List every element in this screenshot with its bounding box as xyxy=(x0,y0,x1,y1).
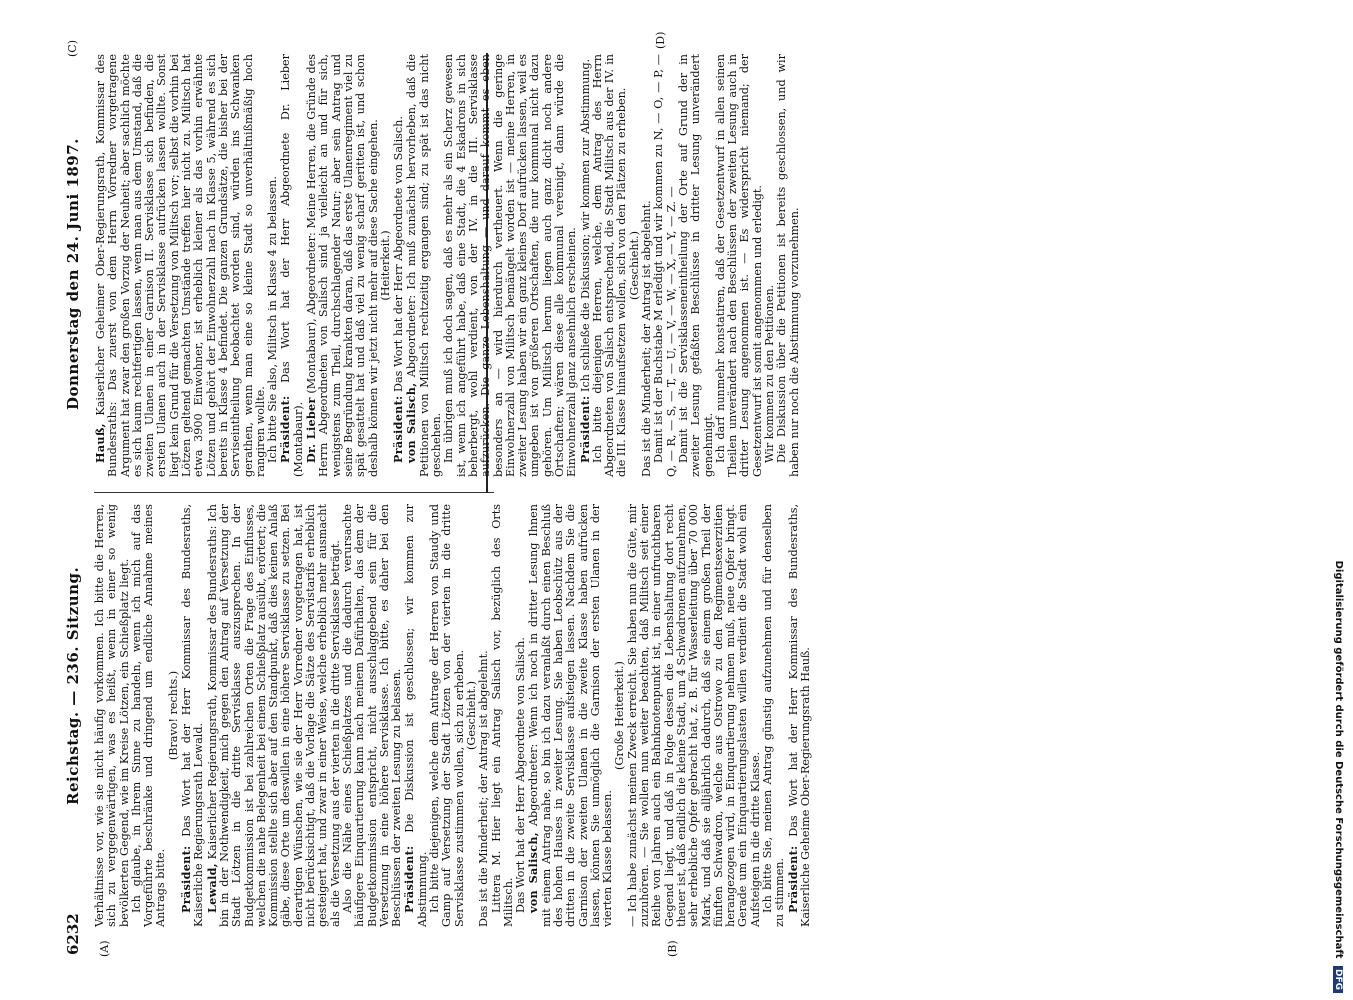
paragraph: Ich darf nunmehr konstatiren, daß der Gesetzentwurf in allen seinen Theilen unverändert nach den Beschlüssen der zweiten Lesung auch in dritter Lesung angenommen ist. — Es widerspricht niemand; der Gesetzentwurf ist somit angenommen und erledigt. xyxy=(713,54,764,477)
speaker-name: Dr. Lieber xyxy=(304,397,319,463)
speaker-name: Präsident: xyxy=(402,845,417,913)
paragraph: Damit ist die Servisklasseneintheilung der Orte auf Grund der in zweiter Lesung gefaßten Beschlüsse in dritter Lesung unverändert genehmigt. xyxy=(676,54,715,477)
page-number: 6232 xyxy=(64,913,82,955)
speaker-name: Präsident: xyxy=(391,395,406,463)
paragraph: Ich bitte Sie, meinen Antrag günstig aufzunehmen und für denselben zu stimmen. xyxy=(761,504,787,927)
paragraph: Lewald, Kaiserlicher Regierungsrath, Kommissar des Bundesraths: Ich bin in der Nothwendigkeit, mich gegen den Antrag auf Versetzung der Stadt Lötzen in die dritte Servisklasse auszusprechen. In der Budgetkommission ist bei zahlreichen Orten die Frage des Einflusses, welchen die nahe Belegenheit bei einem Schießplatz ausübt, erörtert; die Kommission stellte sich aber auf den Standpunkt, daß dies keinen Anlaß gäbe, diese Orte um deswillen in eine höhere Servisklasse zu setzen. Bei derartigen Wünschen, wie sie der Herr Vorredner vorgetragen hat, ist nicht berücksichtigt, daß die Vorlage die Sätze des Servistarifs erheblich gesteigert hat, und zwar in einer Weise, welche erheblich mehr ausmacht als die Versetzung aus der vierten in die dritte Servisklasse beträgt. xyxy=(204,504,342,927)
paragraph: Das ist die Minderheit; der Antrag ist abgelehnt. xyxy=(640,200,654,477)
paragraph: Hauß, Kaiserlicher Geheimer Ober-Regierungsrath, Kommissar des Bundesraths: Das zuerst von dem Herrn Vorredner vorgetragene Argument hat zwar den großen Vorzug der Neuheit; aber sachlich möchte es sich kaum rechtfertigen lassen, wenn man aus dem Umstand, daß die zweiten Ulanen in einer Garnison II. Servisklasse sich befinden, die ersten Ulanen auch in der Servisklasse aufrücken lassen wollte. Sonst liegt kein Grund für die Versetzung von Militsch vor; selbst die vorhin bei Lötzen geltend gemachten Umstände treffen hier nicht zu. Militsch hat etwa 3900 Einwohner, ist erheblich kleiner als das vorhin erwähnte Lötzen und gehört der Einwohnerzahl nach in Klasse 5, während es sich bereits in Klasse 4 befindet. Die ganzen Grundsätze, die bisher bei der Serviseintheilung beobachtet worden sind, würden ins Schwanken gerathen, wenn man eine so kleine Stadt so unverhältnißmäßig hoch rangiren wollte. xyxy=(93,54,267,477)
interjection: (Bravo! rechts.) xyxy=(166,670,180,761)
dfg-logo: DFG xyxy=(1333,966,1343,993)
paragraph: Präsident: Das Wort hat der Herr Abgeordnete von Salisch. xyxy=(391,116,406,463)
margin-marker-d: (D) xyxy=(654,31,667,49)
paragraph: Ich bitte diejenigen Herren, welche, dem Antrag des Herrn Abgeordneten von Salisch entsprechend, die Stadt Militsch aus der IV. in die III. Klasse hinaufsetzen wollen, sich von den Plätzen zu erheben. xyxy=(590,54,629,477)
paragraph: Ich bitte Sie also, Militsch in Klasse 4 zu belassen. xyxy=(266,176,280,463)
speaker-name: Präsident: xyxy=(278,395,293,463)
speaker-name: von Salisch, xyxy=(404,382,419,463)
rotated-document-page xyxy=(54,32,1289,967)
paragraph: Wir kommen zu den Petitionen. xyxy=(763,284,777,463)
interjection: (Heiterkeit.) xyxy=(378,230,392,301)
margin-marker-a: (A) xyxy=(98,940,111,957)
paragraph: Im übrigen muß ich doch sagen, daß es mehr als ein Scherz gewesen ist, wenn ich angeführt habe, daß eine Stadt, die 4 Eskadrons in sich beherbergt, wohl verdient, von der IV. in die III. Servisklasse aufzurücken. Die ganze Lebenshaltung — und darauf kommt es eben besonders an — wird hierdurch vertheuert. Wenn die geringe Einwohnerzahl von Militsch bemängelt worden ist — meine Herren, in zweiter Lesung haben wir ein ganz kleines Dorf aufrücken lassen, weil es umgeben ist von größeren Ortschaften, die nur kommunal nicht dazu gehören. Um Militsch herum liegen auch ganz dicht noch andere Ortschaften; wären diese alle kommunal vereinigt, dann würde die Einwohnerzahl ganz ansehnlich erscheinen. xyxy=(442,54,579,477)
paragraph: von Salisch, Abgeordneter: Wenn ich noch in dritter Lesung Ihnen mit einem Antrag nahe, so bin ich dazu veranlaßt durch einen Beschluß des hohen Hauses in zweiter Lesung. Sie haben Leobschütz aus der dritten in die zweite Servisklasse aufsteigen lassen. Nachdem Sie die Garnison der zweiten Ulanen in die zweite Klasse haben aufrücken lassen, können Sie unmöglich die Garnison der ersten Ulanen in der vierten Klasse belassen. xyxy=(526,503,615,927)
paragraph: Ich bitte diejenigen, welche dem Antrage der Herren von Staudy und Gamp auf Versetzung der Stadt Lötzen von der vierten in die dritte Servisklasse zustimmen wollen, sich zu erheben. xyxy=(428,504,466,927)
left-column xyxy=(94,504,1244,927)
paragraph: Das Wort hat der Herr Abgeordnete von Salisch. xyxy=(514,637,528,913)
paragraph: Verhältnisse vor, wie sie nicht häufig vorkommen. Ich bitte die Herren, sich zu vergegenwärtigen, was es heißt, wenn in einer so wenig bevölkerten Gegend, wie im Kreise Lötzen, ein Schießplatz liegt. xyxy=(93,504,131,927)
session-title: Reichstag. — 236. Sitzung. xyxy=(64,566,82,805)
right-column xyxy=(94,54,1144,477)
paragraph: Präsident: Das Wort hat der Herr Kommissar des Bundesraths, Kaiserliche Regierungsrath Lewald. xyxy=(179,504,206,927)
interjection: (Große Heiterkeit.) xyxy=(613,661,627,770)
paragraph: Damit ist der Buchstabe M erledigt und wir kommen zu N, — O, — P, — Q, — R, — S, — T, — U, — V, — W, — X, — Y, — Z. — xyxy=(652,54,678,477)
paragraph: Präsident: Das Wort hat der Herr Kommissar des Bundesraths, Kaiserliche Geheime Ober-Regierungsrath Hauß. xyxy=(785,504,812,927)
paragraph: Littera M. Hier liegt ein Antrag Salisch vor, bezüglich des Orts Militsch. xyxy=(489,504,515,927)
interjection: (Geschieht.) xyxy=(627,231,641,300)
paragraph: Präsident: Die Diskussion ist geschlossen; wir kommen zur Abstimmung. xyxy=(402,504,429,927)
speaker-name: Präsident: xyxy=(179,845,194,913)
paragraph: Das ist die Minderheit; der Antrag ist abgelehnt. xyxy=(477,650,491,927)
column-divider xyxy=(94,492,494,493)
speaker-name: Hauß, xyxy=(93,423,107,463)
paragraph: von Salisch, Abgeordneter: Ich muß zunächst hervorheben, daß die Petitionen von Militsch rechtzeitig ergangen sind; zu spät ist das nicht geschehen. xyxy=(404,54,444,477)
paragraph: Präsident: Das Wort hat der Herr Abgeordnete Dr. Lieber (Montabaur). xyxy=(278,54,305,477)
paragraph: Die Diskussion über die Petitionen ist bereits geschlossen, und wir haben nur noch die Abstimmung vorzunehmen. xyxy=(775,54,801,477)
margin-marker-b: (B) xyxy=(666,940,679,957)
paragraph: Dr. Lieber (Montabaur), Abgeordneter: Meine Herren, die Gründe des Herrn Abgeordneten von Salisch sind ja vielleicht an und für sich, wenigstens zum Theil, durchschlagender Natur; aber sein Antrag und seine Begründung krankten daran, daß das erste Ulanenregiment viel zu spät gesattelt hat und daß viel zu wenig scharf geritten ist, und schon deshalb können wir jetzt nicht mehr auf diese Sache eingehen. xyxy=(304,54,380,477)
digitization-credit xyxy=(1330,8,1350,993)
paragraph: Präsident: Ich schließe die Diskussion; wir kommen zur Abstimmung. xyxy=(577,58,592,463)
speaker-name: Präsident: xyxy=(785,845,800,913)
paragraph: — Ich habe zunächst meinen Zweck erreicht. Sie haben nun die Güte, mir zuzuhören. — Sie wollen nun weiter beachten, daß Militsch seit einer Reihe von Jahren auch ein Bahnknotenpunkt ist, in einer unfruchtbaren Gegend liegt, und daß in Folge dessen die Lebenshaltung dort recht theuer ist, daß endlich die kleine Stadt, um 4 Schwadronen aufzunehmen, sehr erhebliche Opfer gebracht hat, z. B. für Wasserleitung über 70 000 Mark, und daß sie alljährlich dadurch, daß sie einem großen Theil der fünften Schwadron, welche aus Ostrowo zu den Regimentsexerzitien herangezogen wird, in Einquartierung nehmen muß, neue Opfer bringt. Gerade um ein Einquartierungslasten willen verdient die Stadt wohl ein Aufsteigen in die dritte Klasse. xyxy=(625,504,762,927)
session-date: Donnerstag den 24. Juni 1897. xyxy=(64,138,82,410)
paragraph: Ich glaube, in Ihrem Sinne zu handeln, wenn ich mich auf das Vorgeführte beschränke und dringend um endliche Annahme meines Antrags bitte. xyxy=(129,504,168,927)
speaker-name: Lewald, xyxy=(204,863,219,913)
page-header xyxy=(62,40,86,955)
interjection: (Geschieht.) xyxy=(464,681,478,750)
paragraph: Also die Nähe eines Schießplatzes und die dadurch verursachte häufigere Einquartierung kann nach meinem Dafürhalten, das dem der Budgetkommission entspricht, nicht ausschlaggebend sein für die Versetzung in eine höhere Servisklasse. Ich bitte, es daher bei den Beschlüssen der zweiten Lesung zu belassen. xyxy=(340,504,404,927)
credit-text: Digitalisierung gefördert durch die Deutsche Forschungsgemeinschaft xyxy=(1333,560,1344,959)
margin-marker-c: (C) xyxy=(66,40,79,57)
speaker-name: von Salisch, xyxy=(526,832,541,913)
speaker-name: Präsident: xyxy=(577,395,592,463)
